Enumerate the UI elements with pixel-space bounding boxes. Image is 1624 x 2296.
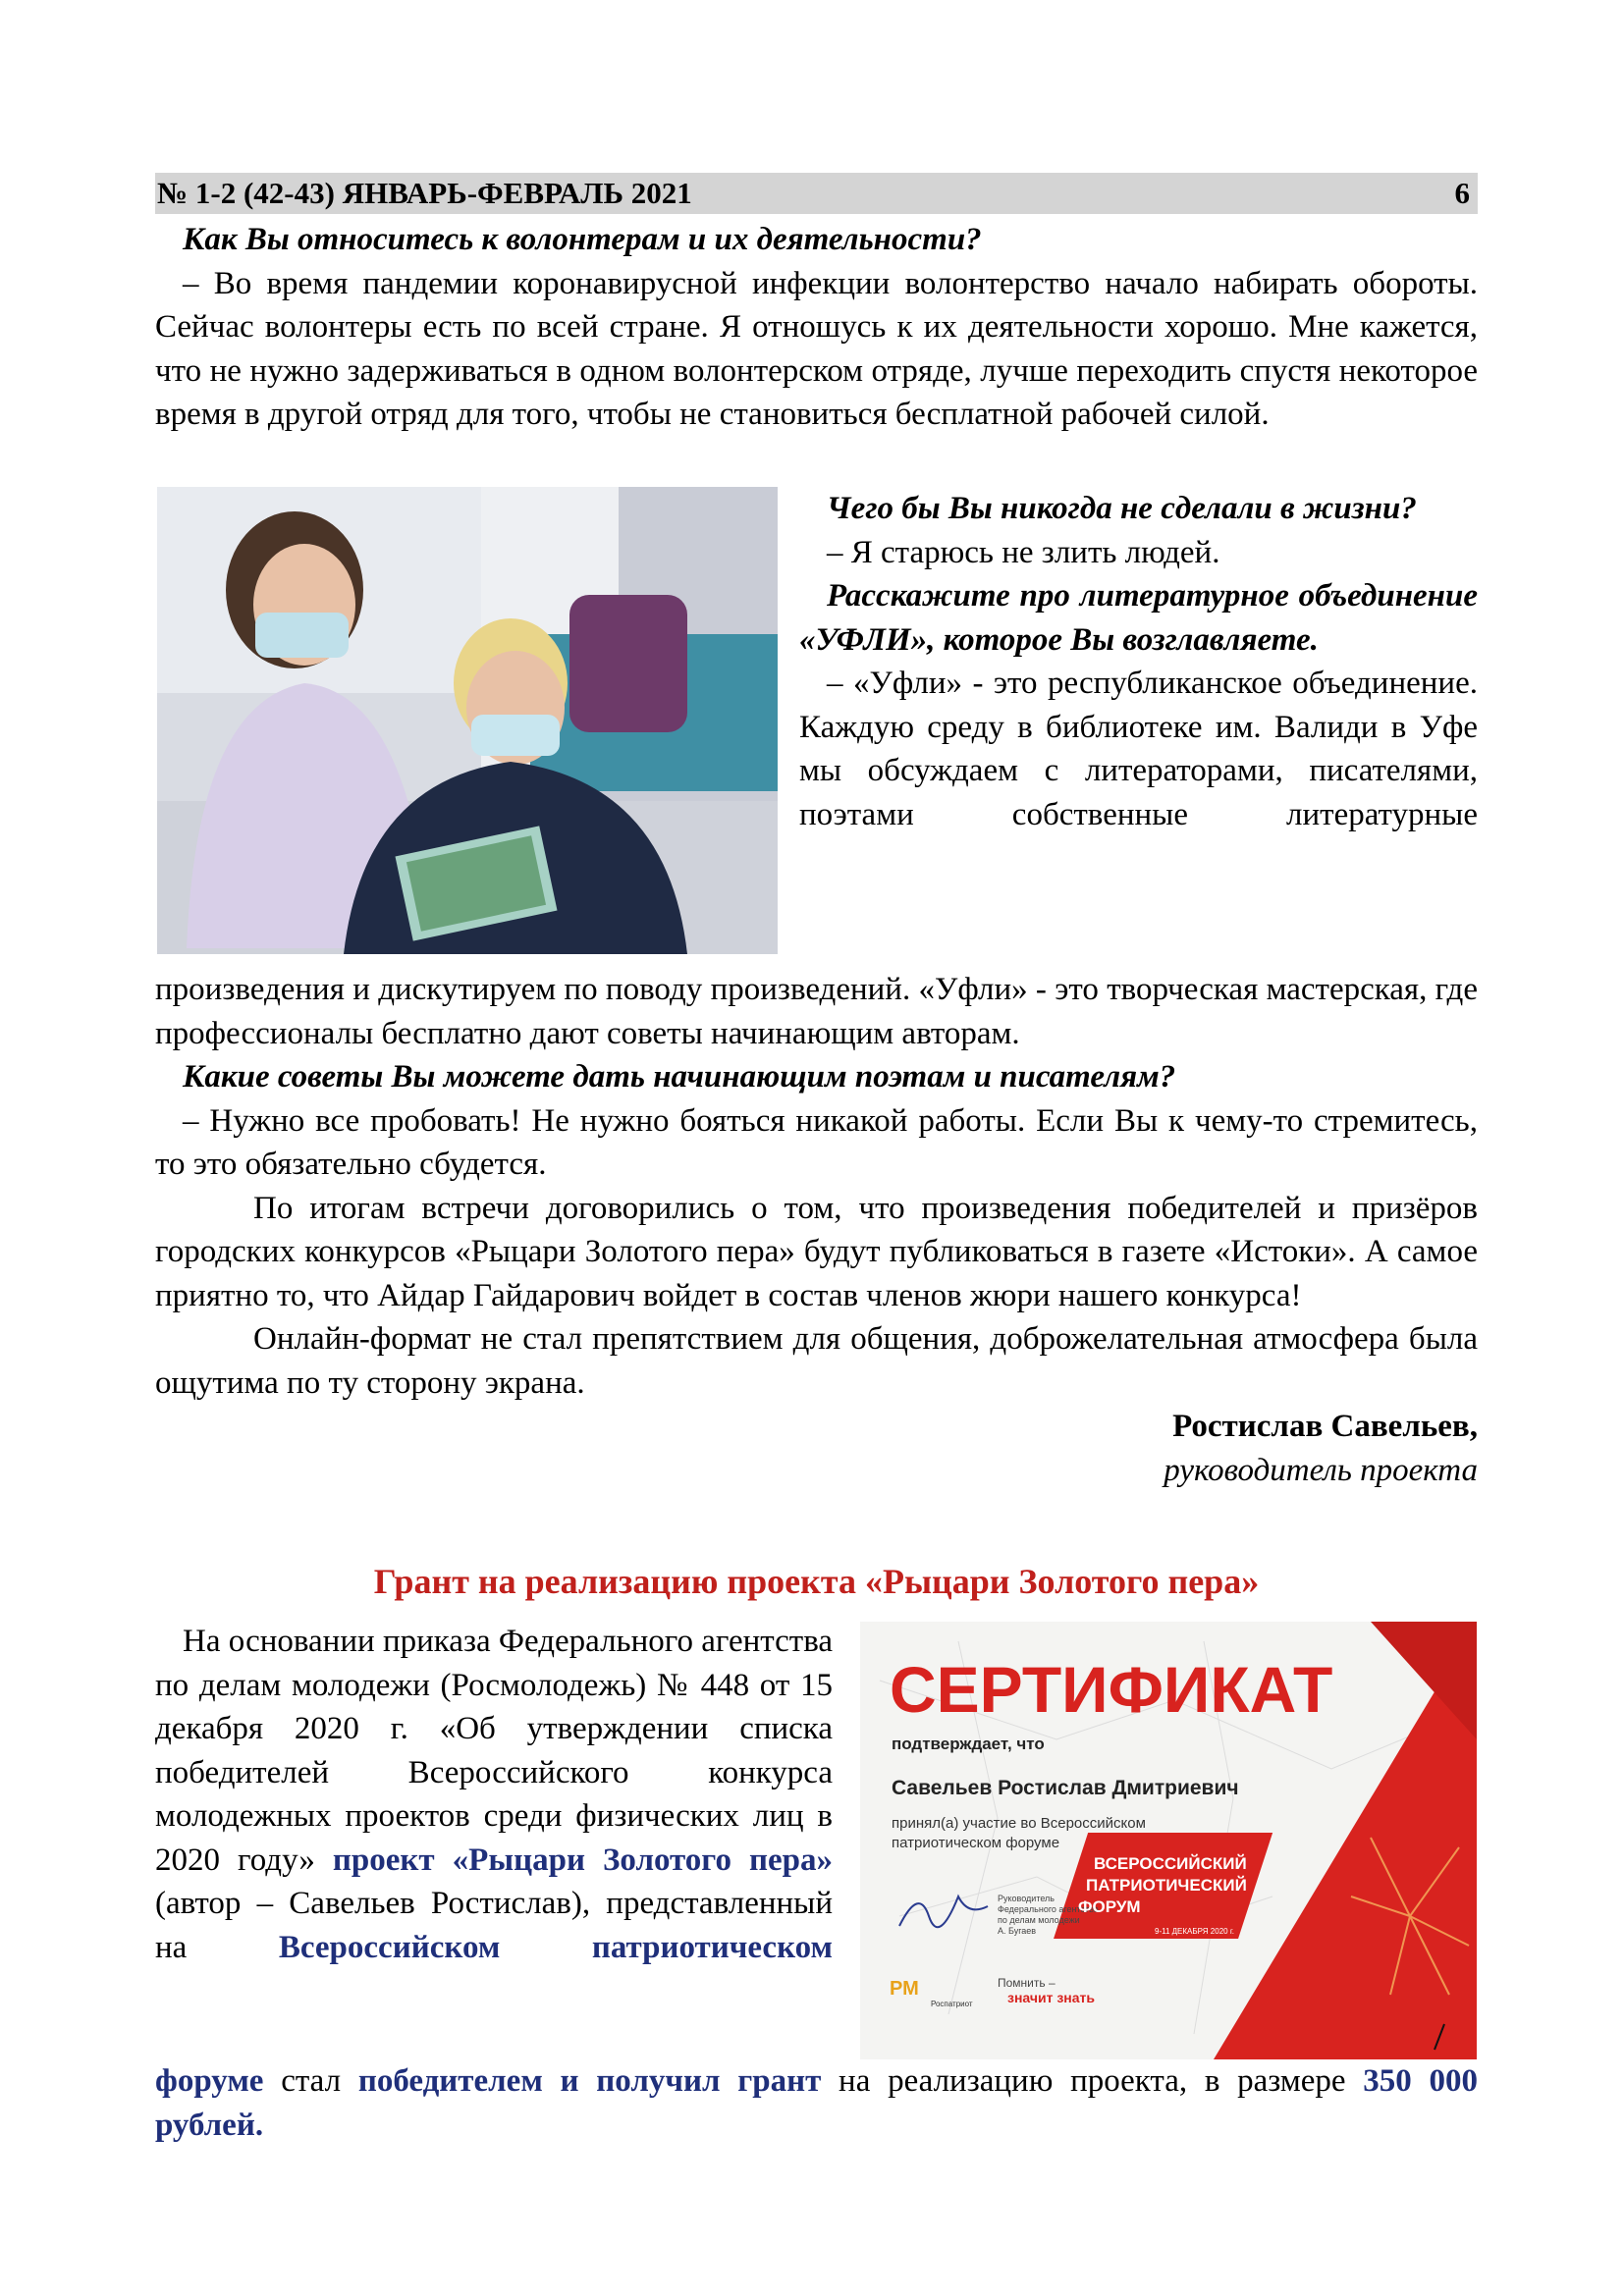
grant-text-a: На основании приказа Федерального агентства по делам молодежи (Росмолодежь) № 448 от 15 декабря 2020 г. «Об утверждении списка победителей Всероссийского конкурса молодежных проектов среди физических лиц в 2020 году» <box>155 1624 833 1878</box>
grant-text-block <box>155 1620 833 1969</box>
question-ufli: Расскажите про литературное объединение «УФЛИ», которое Вы возглавляете. <box>799 578 1478 658</box>
cert-signer-4: А. Бугаев <box>998 1926 1037 1936</box>
cert-confirms: подтверждает, что <box>892 1735 1045 1753</box>
forum-line-3: ФОРУМ <box>1078 1897 1141 1916</box>
grant-paragraph <box>155 1620 833 1969</box>
grant-text-c: (автор – Савельев Ростислав), представленный на <box>155 1886 833 1965</box>
grant-project-name: проект «Рыцари Золотого пера» <box>332 1842 833 1878</box>
grant-forum-word: форуме <box>155 2063 264 2099</box>
answer-advice: – Нужно все пробовать! Не нужно бояться никакой работы. Если Вы к чему-то стремитесь, то это обязательно сбудется. <box>155 1102 1478 1182</box>
lower-block <box>155 968 1478 1492</box>
cert-name: Савельев Ростислав Дмитриевич <box>892 1777 1239 1799</box>
cert-signer-2: Федерального агентства <box>998 1904 1099 1914</box>
grant-title: Грант на реализацию проекта «Рыцари Золотого пера» <box>373 1562 1260 1601</box>
logo-rm: РМ <box>890 1978 919 2000</box>
grant-tail <box>155 2059 1478 2147</box>
forum-dates: 9-11 ДЕКАБРЯ 2020 г. <box>1155 1927 1234 1936</box>
grant-tail-paragraph <box>155 2059 1478 2147</box>
forum-line-1: ВСЕРОССИЙСКИЙ <box>1094 1854 1247 1873</box>
question-volunteers: Как Вы относитесь к волонтерам и их деятельности? <box>183 222 982 257</box>
photo-children-reading <box>157 487 778 954</box>
grant-amount: 350 000 рублей. <box>155 2063 1479 2143</box>
question-advice: Какие советы Вы можете дать начинающим поэтам и писателям? <box>183 1059 1176 1095</box>
slogan-1: Помнить – <box>998 1976 1056 1990</box>
certificate-image <box>860 1622 1477 2059</box>
slogan-2: значит знать <box>1007 1990 1095 2005</box>
grant-winner: победителем и получил грант <box>357 2063 822 2099</box>
cert-line2: патриотическом форуме <box>892 1835 1060 1851</box>
grant-forum-name: Всероссийском патриотическом <box>278 1929 833 1965</box>
grant-text-h: на реализацию проекта, в размере <box>839 2063 1346 2099</box>
closing-paragraph-1: По итогам встречи договорились о том, что произведения победителей и призёров городских конкурсов «Рыцари Золотого пера» будут публиковаться в газете «Истоки». А самое приятно то, что Айдар Гайдарович войдет в состав членов жюри нашего конкурса! <box>155 1190 1478 1313</box>
grant-text-f: стал <box>281 2063 342 2099</box>
issue-header <box>155 173 1478 214</box>
issue-label: № 1-2 (42-43) ЯНВАРЬ-ФЕВРАЛЬ 2021 <box>157 176 692 210</box>
answer-never: – Я старюсь не злить людей. <box>827 534 1220 570</box>
q1-block <box>155 218 1478 437</box>
page-number: 6 <box>1454 176 1470 210</box>
author-role: руководитель проекта <box>1164 1452 1478 1488</box>
answer-ufli-part2: произведения и дискутируем по поводу произведений. «Уфли» - это творческая мастерская, где профессионалы бесплатно дают советы начинающим авторам. <box>155 972 1478 1051</box>
author-name: Ростислав Савельев, <box>1172 1409 1478 1444</box>
logo-rospatriot: Роспатриот <box>931 2000 973 2008</box>
closing-paragraph-2: Онлайн-формат не стал препятствием для общения, доброжелательная атмосфера была ощутима по ту сторону экрана. <box>155 1321 1478 1401</box>
forum-line-2: ПАТРИОТИЧЕСКИЙ <box>1086 1876 1247 1895</box>
right-column-block <box>799 487 1478 836</box>
cert-signer-3: по делам молодежи <box>998 1915 1080 1925</box>
cert-line1: принял(а) участие во Всероссийском <box>892 1815 1146 1832</box>
cert-title: СЕРТИФИКАТ <box>890 1653 1333 1726</box>
answer-ufli-part1: – «Уфли» - это республиканское объединение. Каждую среду в библиотеке им. Валиди в Уфе мы обсуждаем с литераторами, писателями, поэтами собственные литературные <box>799 666 1478 832</box>
question-never: Чего бы Вы никогда не сделали в жизни? <box>827 491 1417 526</box>
cert-signer-1: Руководитель <box>998 1894 1055 1903</box>
answer-volunteers: – Во время пандемии коронавирусной инфекции волонтерство начало набирать обороты. Сейчас волонтеры есть по всей стране. Я отношусь к их деятельности хорошо. Мне кажется, что не нужно задерживаться в одном волонтерском отряде, лучше переходить спустя некоторое время в другой отряд для того, чтобы не становиться бесплатной рабочей силой. <box>155 265 1478 432</box>
